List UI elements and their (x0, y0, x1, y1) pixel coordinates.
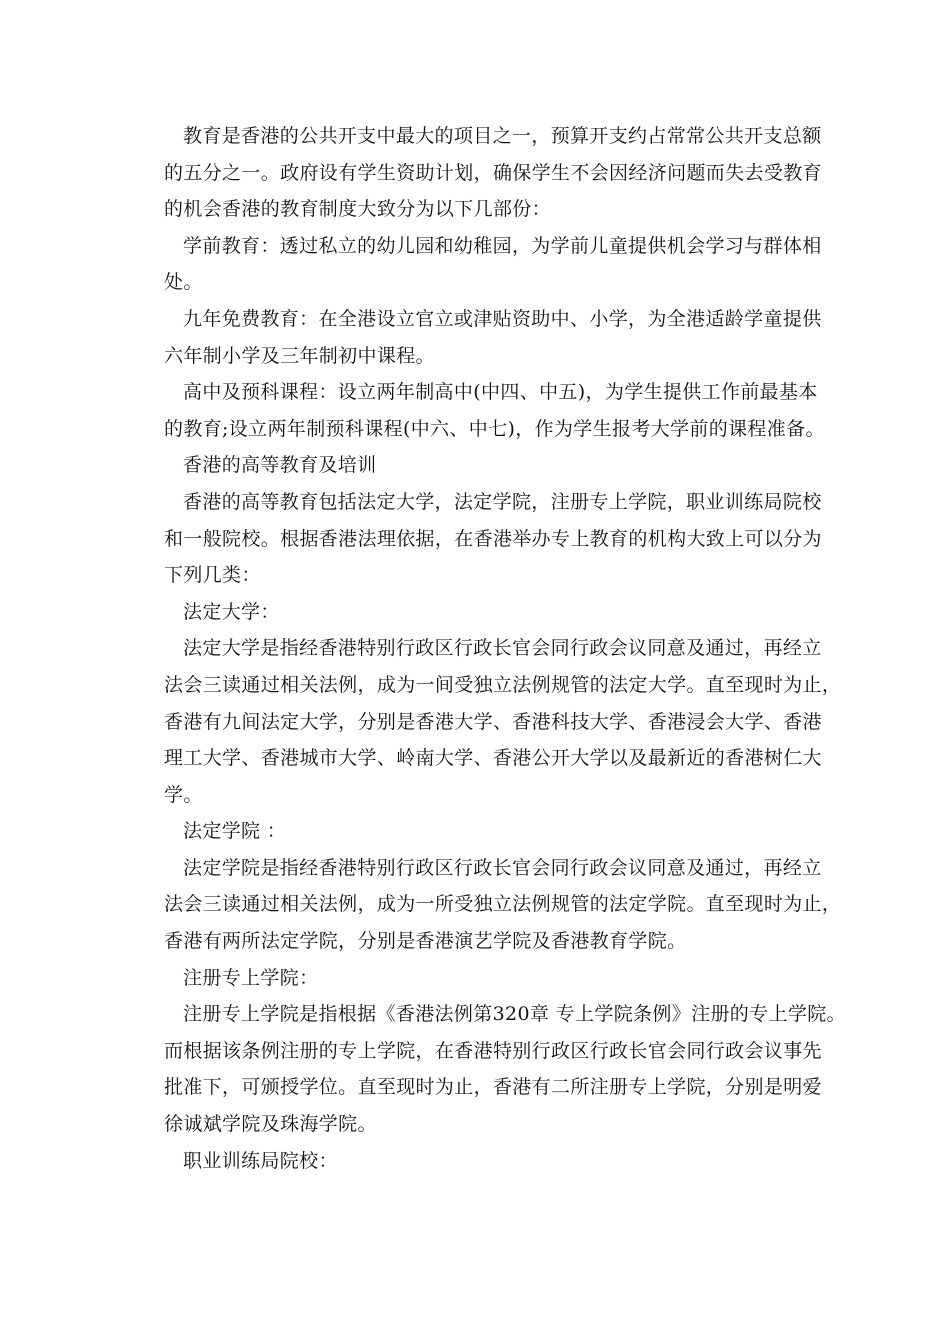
paragraph-education-overview (145, 118, 822, 228)
text-line: 六年制小学及三年制初中课程。 (164, 344, 435, 367)
text-line: 下列几类： (164, 564, 261, 587)
text-line: 法定学院 ： (183, 820, 287, 843)
paragraph-preschool (145, 228, 822, 301)
paragraph-statutory-universities (145, 630, 842, 813)
text-line: 法会三读通过相关法例，成为一间受独立法例规管的法定大学。直至现时为止， (164, 673, 842, 696)
text-line: 而根据该条例注册的专上学院，在香港特别行政区行政长官会同行政会议事先 (164, 1039, 822, 1062)
text-line: 高中及预科课程：设立两年制高中(中四、中五)，为学生提供工作前最基本 (183, 381, 818, 404)
paragraph-nine-year-education (145, 301, 822, 374)
section-heading-registered-colleges (145, 960, 810, 997)
text-line: 法定大学是指经香港特别行政区行政长官会同行政会议同意及通过，再经立 (183, 637, 822, 660)
document-body (145, 118, 846, 1179)
text-line: 香港有九间法定大学，分别是香港大学、香港科技大学、香港浸会大学、香港 (164, 710, 822, 733)
text-line: 处。 (164, 271, 203, 294)
text-line: 的五分之一。政府设有学生资助计划，确保学生不会因经济问题而失去受教育 (164, 161, 822, 184)
text-line: 批准下，可颁授学位。直至现时为止，香港有二所注册专上学院，分别是明爱 (164, 1076, 822, 1099)
text-line: 职业训练局院校： (183, 1149, 338, 1172)
text-line: 法定大学： (183, 600, 280, 623)
text-line: 教育是香港的公共开支中最大的项目之一，预算开支约占常常公共开支总额 (183, 125, 822, 147)
text-line: 和一般院校。根据香港法理依据，在香港举办专上教育的机构大致上可以分为 (164, 527, 822, 550)
text-line: 理工大学、香港城市大学、岭南大学、香港公开大学以及最新近的香港树仁大 (164, 747, 822, 770)
section-heading-higher-education (145, 447, 810, 484)
text-line: 法会三读通过相关法例，成为一所受独立法例规管的法定学院。直至现时为止， (164, 893, 842, 916)
section-heading-statutory-colleges (145, 813, 810, 850)
text-line: 徐诚斌学院及珠海学院。 (164, 1113, 377, 1136)
text-line: 香港有两所法定学院，分别是香港演艺学院及香港教育学院。 (164, 930, 687, 953)
text-line: 香港的高等教育包括法定大学，法定学院，注册专上学院，职业训练局院校 (183, 490, 822, 513)
text-line: 的教育;设立两年制预科课程(中六、中七)，作为学生报考大学前的课程准备。 (164, 417, 825, 440)
text-line: 学前教育：透过私立的幼儿园和幼稚园，为学前儿童提供机会学习与群体相 (183, 234, 822, 257)
text-line: 的机会香港的教育制度大致分为以下几部份： (164, 198, 552, 221)
text-line: 法定学院是指经香港特别行政区行政长官会同行政会议同意及通过，再经立 (183, 856, 822, 879)
text-line: 注册专上学院： (183, 966, 319, 989)
section-heading-vtc-institutions (145, 1143, 810, 1180)
section-heading-statutory-universities (145, 594, 810, 631)
paragraph-statutory-colleges (145, 850, 842, 960)
paragraph-senior-secondary (145, 374, 825, 447)
text-line: 注册专上学院是指根据《香港法例第320章 专上学院条例》注册的专上学院。 (183, 1003, 846, 1026)
paragraph-registered-colleges (145, 996, 846, 1142)
paragraph-higher-education (145, 484, 822, 594)
text-line: 香港的高等教育及培训 (183, 454, 377, 477)
text-line: 九年免费教育：在全港设立官立或津贴资助中、小学，为全港适龄学童提供 (183, 307, 822, 330)
text-line: 学。 (164, 783, 203, 806)
